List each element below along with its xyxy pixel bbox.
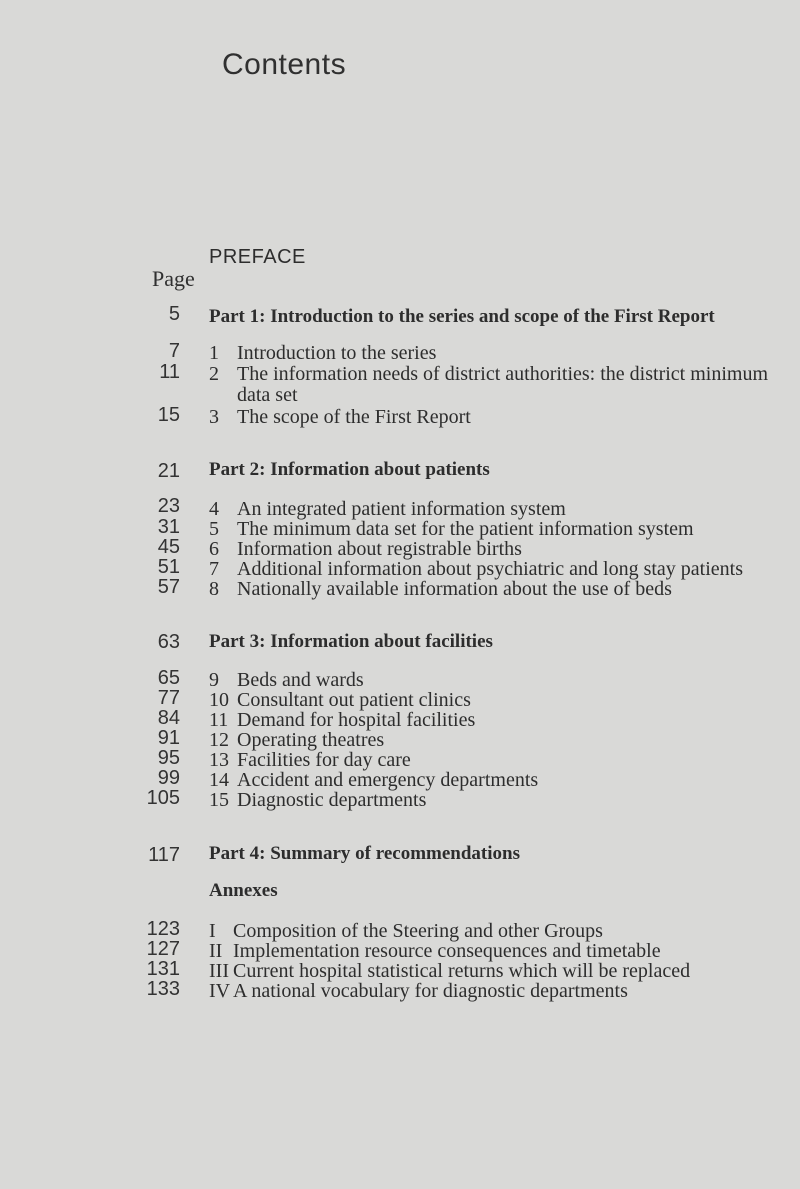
preface-entry[interactable]: PREFACE	[209, 246, 306, 268]
entry-title: Current hospital statistical returns which will be replaced	[233, 960, 691, 982]
entry-title: Diagnostic departments	[237, 789, 427, 811]
entry-number: 6	[209, 538, 219, 560]
toc-page-number: 45	[157, 536, 180, 558]
entry-number: 3	[209, 406, 219, 428]
entry-number: 10	[209, 689, 229, 711]
toc-page-number: 15	[157, 404, 180, 426]
toc-page-number: 65	[157, 667, 180, 689]
entry-number: 4	[209, 498, 219, 520]
entry-title: An integrated patient information system	[237, 498, 566, 520]
toc-page-number: 84	[157, 707, 180, 729]
preface-page-number: 5	[168, 303, 180, 325]
entry-title: The information needs of district authorities: the district minimum	[237, 363, 769, 385]
entry-title: Introduction to the series	[237, 342, 437, 364]
entry-title: A national vocabulary for diagnostic departments	[233, 980, 628, 1002]
entry-title: Operating theatres	[237, 729, 385, 751]
toc-page-number: 99	[157, 767, 180, 789]
toc-page-number: 57	[157, 576, 180, 598]
toc-page-number: 127	[146, 938, 180, 960]
toc-entry[interactable]	[209, 789, 426, 812]
entry-number: 2	[209, 363, 219, 385]
toc-page-number: 77	[157, 687, 180, 709]
part3-heading[interactable]: Part 3: Information about facilities	[209, 631, 493, 652]
toc-entry[interactable]	[209, 578, 672, 601]
entry-title: Demand for hospital facilities	[237, 709, 476, 731]
toc-page-number: 123	[146, 918, 180, 940]
entry-number: 15	[209, 789, 229, 811]
toc-page-number: 131	[146, 958, 180, 980]
toc-page-number: 91	[157, 727, 180, 749]
entry-title: Composition of the Steering and other Groups	[233, 920, 603, 942]
entry-title: The minimum data set for the patient information system	[237, 518, 694, 540]
entry-title: Consultant out patient clinics	[237, 689, 471, 711]
toc-page-number: 133	[146, 978, 180, 1000]
toc-page-number: 11	[159, 361, 180, 383]
entry-number: 7	[209, 558, 219, 580]
entry-number: 8	[209, 578, 219, 600]
annexes-heading: Annexes	[209, 880, 278, 901]
toc-entry[interactable]	[209, 363, 768, 386]
entry-title: Accident and emergency departments	[237, 769, 539, 791]
toc-entry[interactable]	[209, 342, 436, 365]
part1-heading[interactable]: Part 1: Introduction to the series and scope of the First Report	[209, 306, 715, 327]
entry-number: 1	[209, 342, 219, 364]
part2-heading[interactable]: Part 2: Information about patients	[209, 459, 490, 480]
toc-page-number: 51	[157, 556, 180, 578]
entry-title: The scope of the First Report	[237, 406, 471, 428]
entry-number: 11	[209, 709, 229, 731]
entry-number: 5	[209, 518, 219, 540]
entry-title-continuation: data set	[237, 384, 298, 406]
entry-title: Beds and wards	[237, 669, 364, 691]
entry-title: Facilities for day care	[237, 749, 411, 771]
toc-entry[interactable]	[209, 980, 628, 1003]
annex-numeral: I	[209, 920, 216, 942]
page-title: Contents	[222, 48, 347, 81]
entry-title: Implementation resource consequences and timetable	[233, 940, 661, 962]
toc-page-number: 31	[157, 516, 180, 538]
entry-number: 12	[209, 729, 229, 751]
part-page-number: 21	[157, 460, 180, 482]
part-page-number: 117	[148, 844, 180, 866]
toc-entry[interactable]	[209, 406, 471, 429]
entry-title: Information about registrable births	[237, 538, 522, 560]
annex-numeral: II	[209, 940, 223, 962]
entry-title: Additional information about psychiatric and long stay patients	[237, 558, 744, 580]
toc-page-number: 95	[157, 747, 180, 769]
entry-number: 14	[209, 769, 229, 791]
entry-number: 9	[209, 669, 219, 691]
part4-heading[interactable]: Part 4: Summary of recommendations	[209, 843, 520, 864]
annex-numeral: III	[209, 960, 229, 982]
annex-numeral: IV	[209, 980, 231, 1002]
part-page-number: 63	[157, 631, 180, 653]
page-column-heading: Page	[152, 266, 195, 291]
toc-page-number: 7	[168, 340, 180, 362]
entry-number: 13	[209, 749, 229, 771]
toc-page-number: 105	[146, 787, 180, 809]
toc-page-number: 23	[157, 495, 180, 517]
entry-title: Nationally available information about the use of beds	[237, 578, 672, 600]
